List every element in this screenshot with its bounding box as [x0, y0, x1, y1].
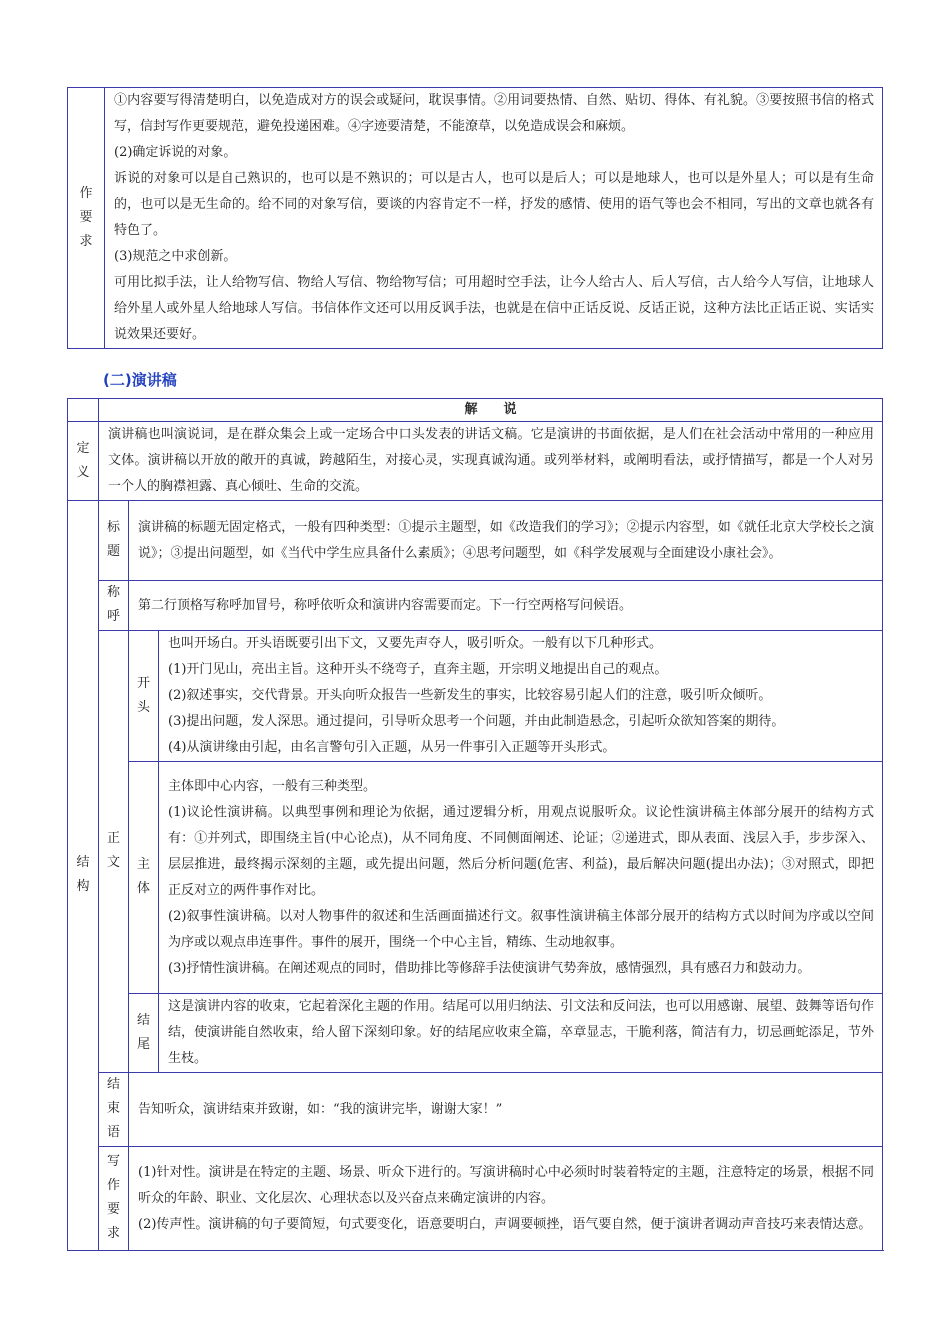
paragraph: 可用比拟手法，让人给物写信、物给人写信、物给物写信；可用超时空手法，让今人给古人、后人写信，古人给今人写信，让地球人给外星人或外星人给地球人写信。书信体作文还可以用反讽手法，也就是在信中正话反说、反话正说，这种方法比正话正说、实话实说效果还要好。 — [114, 275, 874, 342]
row-label-text: 作要求 — [79, 185, 93, 249]
main-body-label — [129, 762, 159, 994]
definition-text: 演讲稿也叫演说词，是在群众集会上或一定场合中口头发表的讲话文稿。它是演讲的书面依据，是人们在社会活动中常用的一种应用文体。演讲稿以开放的敞开的真诚，跨越陌生，对接心灵，实现真诚沟通。或列举材料，或阐明看法，或抒情描写，都是一个人对另一个人的胸襟袒露、真心倾吐、生命的交流。 — [99, 422, 883, 501]
opening-label — [129, 631, 159, 762]
definition-label — [68, 422, 99, 501]
requirements-label — [99, 1147, 129, 1251]
ending-label — [129, 994, 159, 1073]
main-body-text — [159, 762, 883, 994]
row-label-text: 结构 — [76, 855, 90, 894]
closing-label — [99, 1073, 129, 1147]
writing-requirements-cell — [105, 88, 883, 349]
row-label-text: 开头 — [136, 675, 150, 715]
paragraph: ①内容要写得清楚明白，以免造成对方的误会或疑问，耽误事情。②用词要热情、自然、贴切、得体、有礼貌。③要按照书信的格式写，信封写作更要规范，避免投递困难。④字迹要清楚，不能潦草，以免造成误会和麻烦。 — [114, 93, 874, 134]
paragraph: (2)确定诉说的对象。 — [114, 145, 237, 160]
row-label-text: 称呼 — [106, 585, 120, 624]
table-header: 解 说 — [99, 399, 883, 422]
opening-text — [159, 631, 883, 762]
paragraph: 主体即中心内容，一般有三种类型。 — [168, 778, 377, 794]
paragraph: (3)提出问题，发人深思。通过提问，引导听众思考一个问题，并由此制造悬念，引起听众欲知答案的期待。 — [168, 714, 785, 729]
row-label-text: 结尾 — [136, 1012, 150, 1052]
paragraph: (1)开门见山，亮出主旨。这种开头不绕弯子，直奔主题，开宗明义地提出自己的观点。 — [168, 662, 668, 677]
paragraph: (1)议论性演讲稿。以典型事例和理论为依据，通过逻辑分析，用观点说服听众。议论性演讲稿主体部分展开的结构方式有：①并列式，即围绕主旨(中心论点)，从不同角度、不同侧面阐述、论证；②递进式，即从表面、浅层入手，步步深入、层层推进，最终揭示深刻的主题，或先提出问题，然后分析问题(危害、利益)，最后解决问题(提出办法)；③对照式，即把正反对立的两件事作对比。 — [168, 804, 874, 898]
paragraph: 诉说的对象可以是自己熟识的，也可以是不熟识的；可以是古人，也可以是后人；可以是地球人，也可以是外星人；可以是有生命的，也可以是无生命的。给不同的对象写信，要谈的内容肯定不一样，抒发的感情、使用的语气等也会不相同，写出的文章也就各有特色了。 — [114, 171, 874, 238]
title-text: 演讲稿的标题无固定格式，一般有四种类型：①提示主题型，如《改造我们的学习》；②提示内容型，如《就任北京大学校长之演说》；③提出问题型，如《当代中学生应具备什么素质》；④思考问题型，如《科学发展观与全面建设小康社会》。 — [129, 501, 883, 581]
paragraph: (2)传声性。演讲稿的句子要简短，句式要变化，语意要明白，声调要顿挫，语气要自然，便于演讲者调动声音技巧来表情达意。 — [138, 1216, 872, 1232]
paragraph: 也叫开场白。开头语既要引出下文，又要先声夺人，吸引听众。一般有以下几种形式。 — [168, 636, 663, 651]
paragraph: (4)从演讲缘由引起，由名言警句引入正题，从另一件事引入正题等开头形式。 — [168, 740, 616, 755]
body-label — [99, 631, 129, 1073]
ending-text: 这是演讲内容的收束，它起着深化主题的作用。结尾可以用归纳法、引文法和反问法，也可以用感谢、展望、鼓舞等语句作结，使演讲能自然收束，给人留下深刻印象。好的结尾应收束全篇，卒章显志，干脆利落，简洁有力，切忌画蛇添足，节外生枝。 — [159, 994, 883, 1073]
closing-text: 告知听众，演讲结束并致谢，如：“我的演讲完毕，谢谢大家！” — [129, 1073, 883, 1147]
requirements-text — [129, 1147, 883, 1251]
section-title: (二)演讲稿 — [103, 371, 177, 389]
structure-label — [68, 501, 99, 1251]
letter-requirements-table — [67, 87, 883, 349]
header-blank-cell — [68, 399, 99, 422]
row-label-text: 定义 — [76, 440, 90, 480]
salutation-label — [99, 581, 129, 631]
title-label — [99, 501, 129, 581]
row-label-text: 标题 — [106, 520, 120, 559]
speech-draft-table — [67, 398, 883, 1251]
row-label-text: 结束语 — [106, 1077, 120, 1140]
row-label-text: 写作要求 — [106, 1154, 120, 1241]
paragraph: (3)抒情性演讲稿。在阐述观点的同时，借助排比等修辞手法使演讲气势奔放，感情强烈，具有感召力和鼓动力。 — [168, 960, 811, 976]
paragraph: (1)针对性。演讲是在特定的主题、场景、听众下进行的。写演讲稿时心中必须时时装着特定的主题，注意特定的场景，根据不同听众的年龄、职业、文化层次、心理状态以及兴奋点来确定演讲的内容。 — [138, 1164, 874, 1206]
paragraph: (3)规范之中求创新。 — [114, 249, 237, 264]
paragraph: (2)叙述事实，交代背景。开头向听众报告一些新发生的事实，比较容易引起人们的注意，吸引听众倾听。 — [168, 688, 772, 703]
row-label-text: 主体 — [136, 857, 150, 896]
paragraph: (2)叙事性演讲稿。以对人物事件的叙述和生活画面描述行文。叙事性演讲稿主体部分展开的结构方式以时间为序或以空间为序或以观点串连事件。事件的展开，围绕一个中心主旨，精练、生动地叙事。 — [168, 908, 874, 950]
row-label-text: 正文 — [106, 831, 120, 870]
writing-requirements-label — [68, 88, 105, 349]
salutation-text: 第二行顶格写称呼加冒号，称呼依听众和演讲内容需要而定。下一行空两格写问候语。 — [129, 581, 883, 631]
